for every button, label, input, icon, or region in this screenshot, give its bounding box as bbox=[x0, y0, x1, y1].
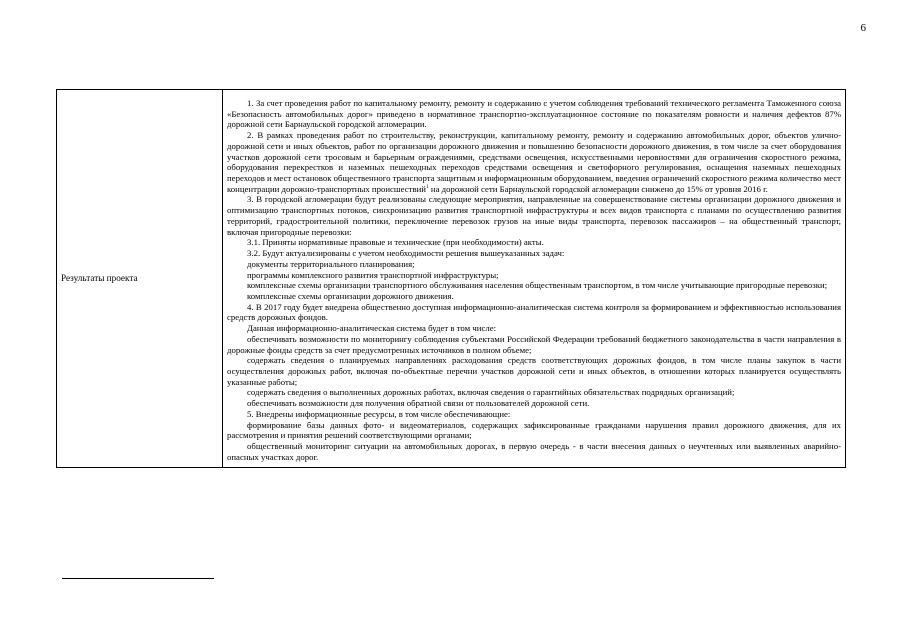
paragraph: формирование базы данных фото- и видеоматериалов, содержащих зафиксированные гражданами нарушения правил дорожного движения, для их рассмотрения и принятия решений соответствующими органами; bbox=[227, 419, 841, 441]
paragraph: документы территориального планирования; bbox=[247, 258, 415, 269]
paragraph: 2. В рамках проведения работ по строительству, реконструкции, капитальному ремонту, ремонту и содержанию автомобильных дорог, объектов улично-дорожной сети и иных объектов, работ по организации дорожного движения и повышению безопасности дорожного движения, в том числе за счет оборудования участков дорожной сети тросовым и барьерным ограждениями, средствами освещения, искусственными неровностями для ограничения скоростного режима, оборудования перекрестков и наземных пешеходных переходов средствами освещения и светофорного регулирования, оснащения наземных пешеходных переходов и мест остановок общественного транспорта защитным и информационным оборудованием, введения ограничений скоростного режима количество мест концентрации дорожно-транспортных происшествий$^1$ на дорожной сети Барнаульской городской агломерации снижено до 15% от уровня 2016 г. bbox=[227, 130, 841, 194]
paragraph-list bbox=[227, 98, 841, 462]
paragraph: комплексные схемы организации дорожного движения. bbox=[247, 290, 454, 301]
paragraph: содержать сведения о выполненных дорожных работах, включая сведения о гарантийных обязательствах подрядных организаций; bbox=[247, 387, 735, 398]
row-label: Результаты проекта bbox=[61, 273, 138, 284]
row-label-cell bbox=[57, 90, 223, 468]
paragraph: 3. В городской агломерации будут реализованы следующие мероприятия, направленные на совершенствование системы организации дорожного движения и оптимизацию транспортных потоков, синхронизацию развития транспортной инфраструктуры и всех видов транспорта с планами по осуществлению развития территорий, градостроительной политики, переключение перевозок грузов на иные виды транспорта, перевозок пассажиров – на общественный транспорт, включая пригородные перевозки: bbox=[227, 194, 841, 237]
paragraph: общественный мониторинг ситуации на автомобильных дорогах, в первую очередь - в части внесения данных о неучтенных или выявленных аварийно-опасных участках дорог. bbox=[227, 441, 841, 462]
table-row bbox=[57, 90, 846, 468]
footnote-reference: 1 bbox=[425, 183, 429, 190]
results-table bbox=[56, 89, 846, 468]
footnote-separator bbox=[62, 578, 214, 579]
paragraph: программы комплексного развития транспортной инфраструктуры; bbox=[247, 269, 499, 280]
paragraph: обеспечивать возможности для получения обратной связи от пользователей дорожной сети. bbox=[247, 398, 590, 409]
paragraph: обеспечивать возможности по мониторингу соблюдения субъектами Российской Федерации требований бюджетного законодательства в части направления в дорожные фонды средств за счет предусмотренных источников в полном объеме; bbox=[227, 333, 841, 355]
page-number: 6 bbox=[860, 22, 866, 34]
paragraph: 3.2. Будут актуализированы с учетом необходимости решения вышеуказанных задач: bbox=[247, 248, 565, 259]
paragraph: 3.1. Приняты нормативные правовые и технические (при необходимости) акты. bbox=[247, 237, 544, 248]
row-content-cell bbox=[223, 90, 846, 468]
paragraph: 5. Внедрены информационные ресурсы, в том числе обеспечивающие: bbox=[247, 408, 511, 419]
paragraph: содержать сведения о планируемых направлениях расходования средств соответствующих дорожных фондов, в том числе планы закупок в части осуществления дорожных работ, включая по-объектные перечни участков дорожной сети и иных объектов, в отношении которых планируется осуществлять указанные работы; bbox=[227, 355, 841, 387]
paragraph: комплексные схемы организации транспортного обслуживания населения общественным транспортом, в том числе учитывающие пригородные перевозки; bbox=[247, 280, 828, 291]
paragraph: 1. За счет проведения работ по капитальному ремонту, ремонту и содержанию с учетом соблюдения требований технического регламента Таможенного союза «Безопасность автомобильных дорог» приведено в нормативное транспортно-эксплуатационное состояние по показателям ровности и наличия дефектов 87% дорожной сети Барнаульской городской агломерации. bbox=[227, 98, 841, 130]
paragraph: 4. В 2017 году будет внедрена общественно доступная информационно-аналитическая система контроля за формированием и эффективностью использования средств дорожных фондов. bbox=[227, 301, 841, 323]
paragraph: Данная информационно-аналитическая система будет в том числе: bbox=[247, 323, 497, 334]
